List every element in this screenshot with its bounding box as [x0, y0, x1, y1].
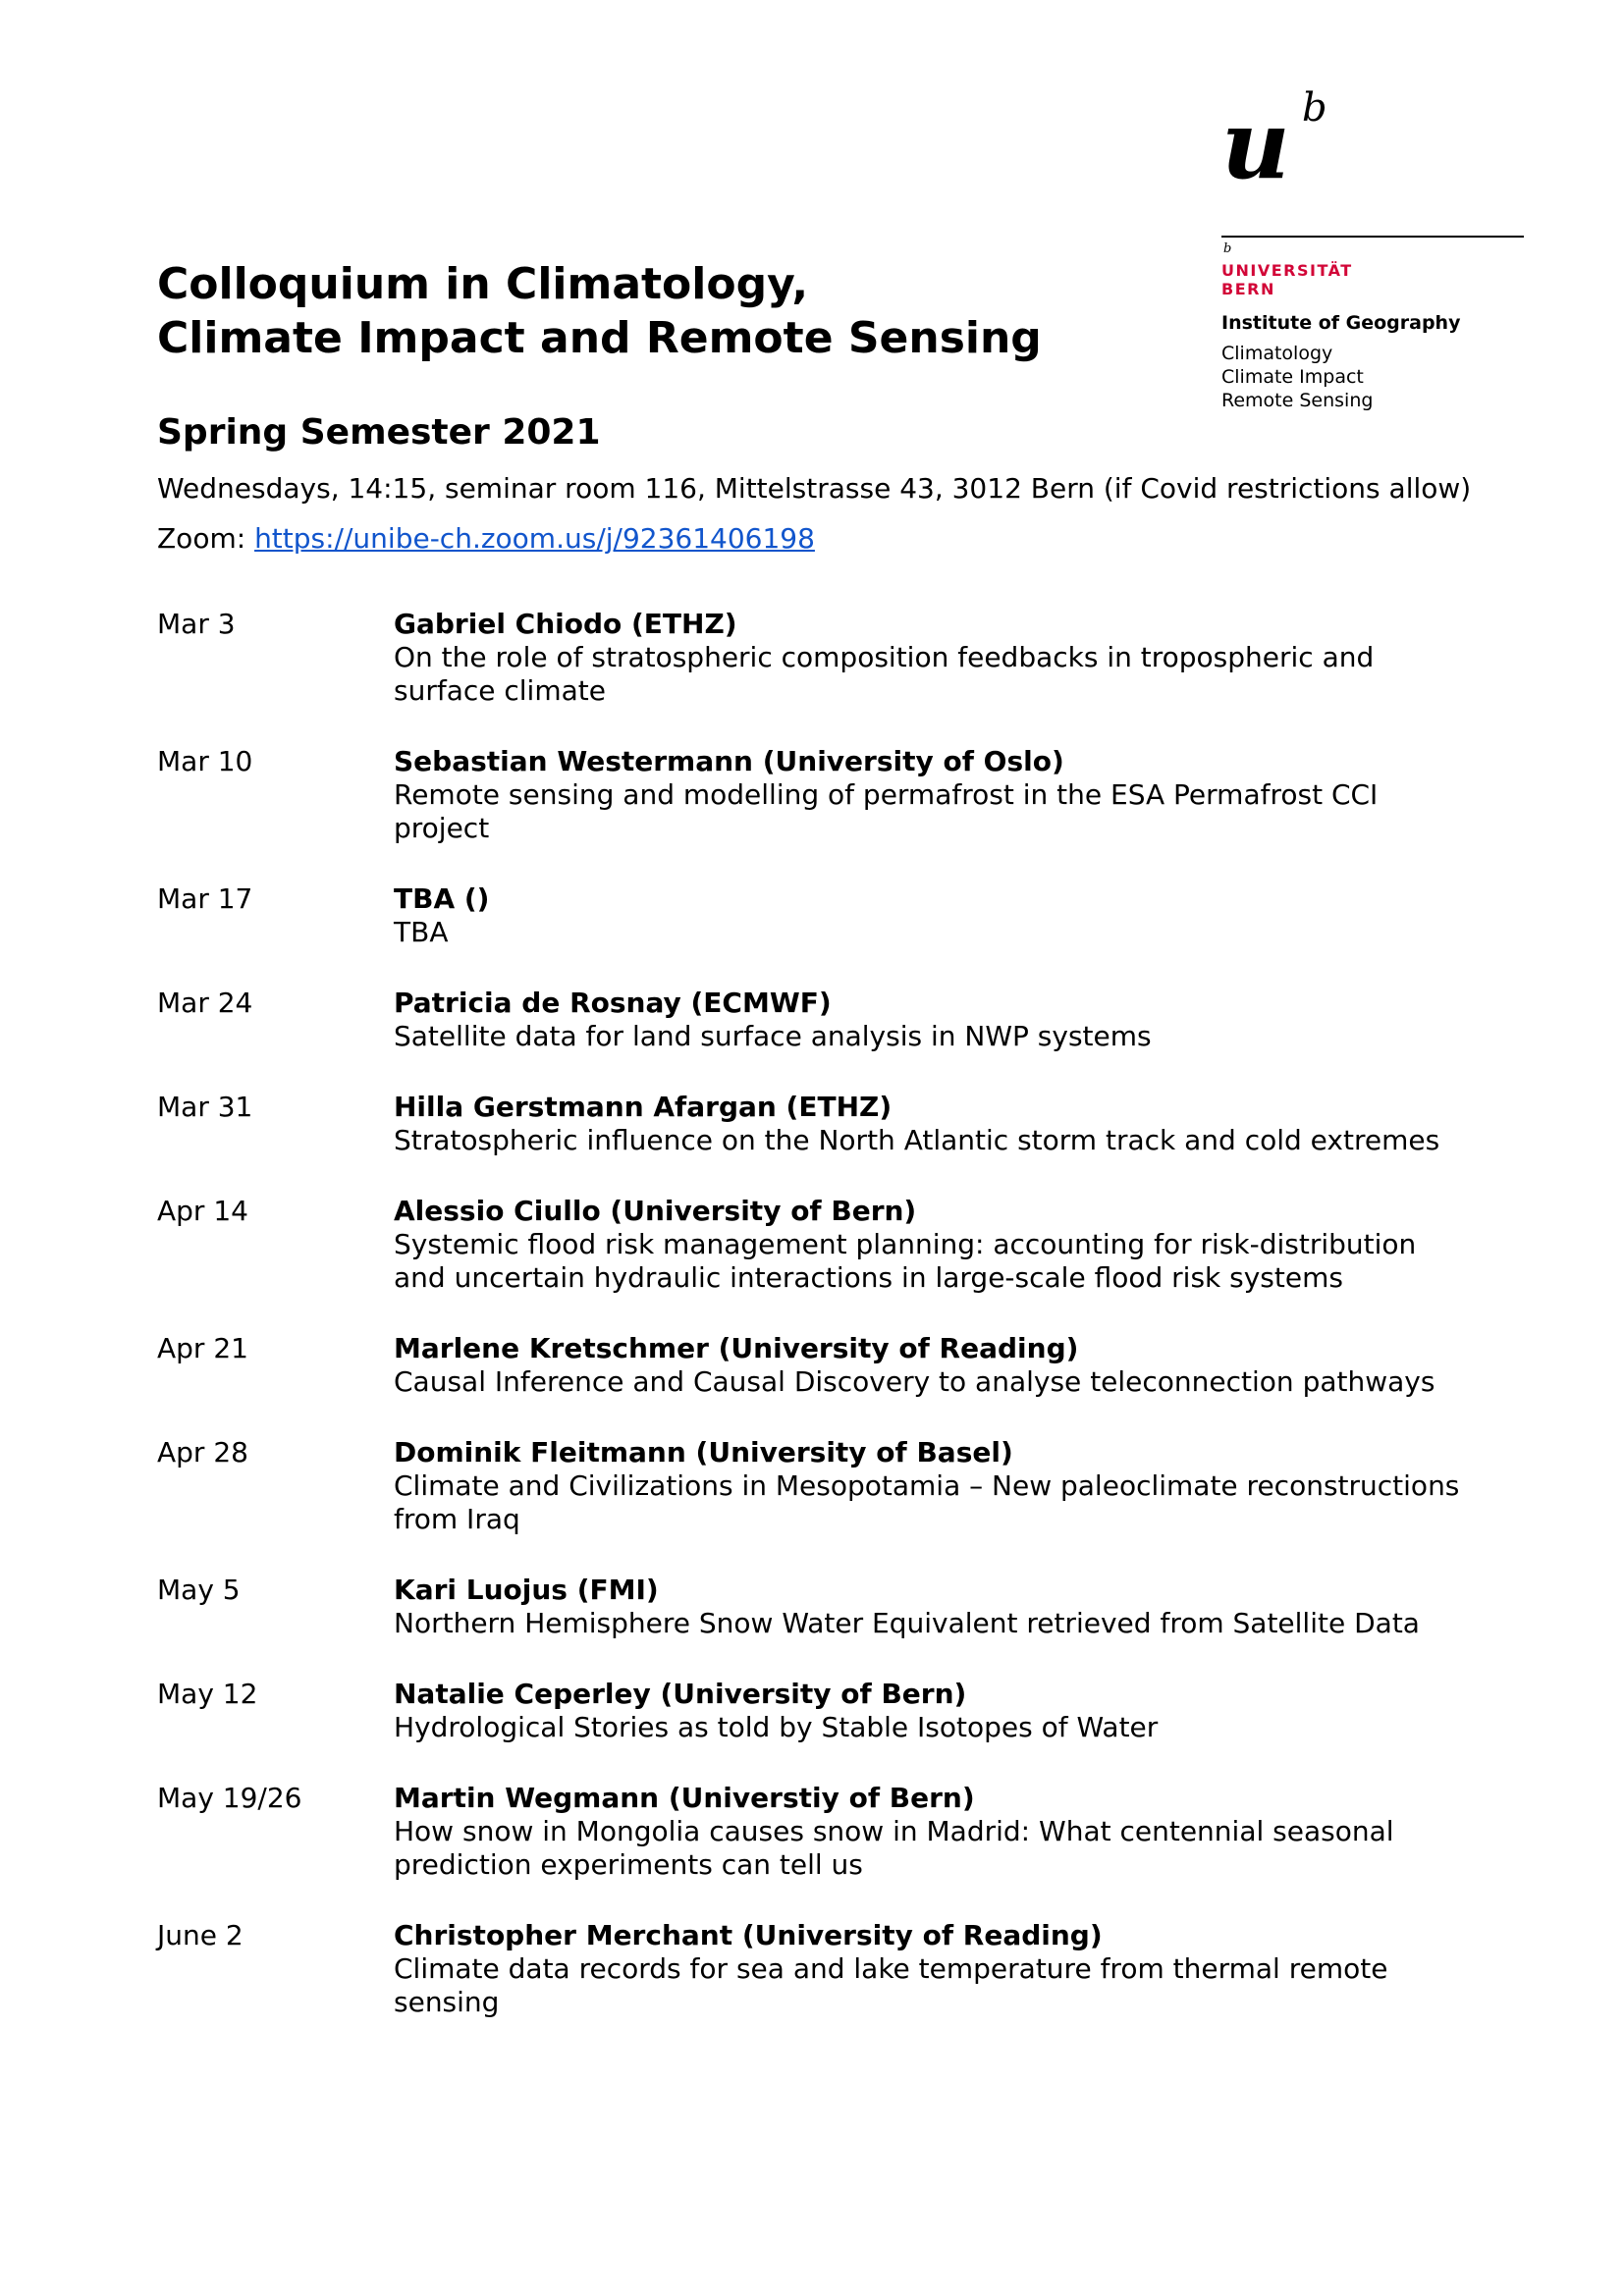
session-info [394, 744, 1473, 845]
session-info [394, 1331, 1473, 1399]
speaker-name: Sebastian Westermann (University of Oslo) [394, 745, 1064, 777]
schedule-list [157, 607, 1473, 2056]
session-info [394, 881, 1473, 949]
session-info [394, 1677, 1473, 1744]
session-date: Mar 24 [157, 987, 253, 1019]
session-info [394, 1435, 1473, 1536]
zoom-link[interactable]: https://unibe-ch.zoom.us/j/92361406198 [254, 522, 815, 555]
schedule-row [157, 1331, 1473, 1399]
talk-title: Northern Hemisphere Snow Water Equivalent retrieved from Satellite Data [394, 1607, 1420, 1639]
session-info [394, 1090, 1473, 1157]
university-name [1221, 261, 1353, 298]
department-item: Remote Sensing [1221, 390, 1374, 411]
schedule-row [157, 1090, 1473, 1157]
session-date: June 2 [157, 1919, 244, 1951]
talk-title: How snow in Mongolia causes snow in Madrid: What centennial seasonal prediction experiments can tell us [394, 1815, 1394, 1881]
session-date: May 5 [157, 1574, 241, 1606]
location-text: Wednesdays, 14:15, seminar room 116, Mittelstrasse 43, 3012 Bern (if Covid restrictions allow) [157, 472, 1472, 505]
schedule-row [157, 881, 1473, 949]
session-date: Mar 10 [157, 745, 253, 777]
talk-title: Climate data records for sea and lake temperature from thermal remote sensing [394, 1952, 1388, 2018]
talk-title: Remote sensing and modelling of permafrost in the ESA Permafrost CCI project [394, 778, 1379, 844]
schedule-row [157, 1918, 1473, 2019]
semester-heading: Spring Semester 2021 [157, 412, 601, 453]
session-info [394, 1781, 1473, 1882]
page-title [157, 257, 1042, 365]
zoom-line [157, 522, 815, 555]
speaker-name: Martin Wegmann (Universtiy of Bern) [394, 1782, 975, 1814]
schedule-row [157, 1194, 1473, 1295]
university-logo [1221, 85, 1526, 411]
speaker-name: Kari Luojus (FMI) [394, 1574, 659, 1606]
session-date: Mar 3 [157, 608, 236, 640]
university-name-line2: BERN [1221, 280, 1275, 298]
speaker-name: Natalie Ceperley (University of Bern) [394, 1678, 967, 1710]
title-line1: Colloquium in Climatology, [157, 259, 809, 309]
talk-title: Satellite data for land surface analysis in NWP systems [394, 1020, 1152, 1052]
speaker-name: Hilla Gerstmann Afargan (ETHZ) [394, 1091, 893, 1123]
speaker-name: TBA () [394, 882, 490, 915]
talk-title: TBA [394, 916, 449, 948]
schedule-row [157, 744, 1473, 845]
speaker-name: Christopher Merchant (University of Reading) [394, 1919, 1103, 1951]
speaker-name: Dominik Fleitmann (University of Basel) [394, 1436, 1013, 1468]
talk-title: Stratospheric influence on the North Atlantic storm track and cold extremes [394, 1124, 1440, 1156]
institute-name: Institute of Geography [1221, 312, 1461, 334]
session-date: May 19/26 [157, 1782, 302, 1814]
schedule-row [157, 1677, 1473, 1744]
session-date: Mar 17 [157, 882, 253, 915]
title-line2: Climate Impact and Remote Sensing [157, 313, 1042, 363]
speaker-name: Alessio Ciullo (University of Bern) [394, 1195, 917, 1227]
speaker-name: Marlene Kretschmer (University of Reading) [394, 1332, 1079, 1364]
department-list [1221, 342, 1373, 412]
schedule-row [157, 607, 1473, 708]
session-info [394, 986, 1473, 1053]
zoom-label: Zoom: [157, 522, 255, 555]
talk-title: Hydrological Stories as told by Stable Isotopes of Water [394, 1711, 1159, 1743]
logo-small-b: b [1223, 241, 1232, 256]
speaker-name: Gabriel Chiodo (ETHZ) [394, 608, 737, 640]
session-info [394, 1194, 1473, 1295]
schedule-row [157, 1781, 1473, 1882]
session-date: May 12 [157, 1678, 258, 1710]
talk-title: Causal Inference and Causal Discovery to analyse teleconnection pathways [394, 1365, 1435, 1398]
talk-title: On the role of stratospheric composition feedbacks in tropospheric and surface climate [394, 641, 1375, 707]
session-info [394, 1918, 1473, 2019]
session-date: Apr 21 [157, 1332, 248, 1364]
logo-divider [1221, 236, 1524, 238]
logo-b-glyph: b [1302, 85, 1327, 131]
logo-u-glyph: u [1221, 89, 1290, 200]
session-date: Apr 28 [157, 1436, 248, 1468]
department-item: Climate Impact [1221, 366, 1364, 388]
university-name-line1: UNIVERSITÄT [1221, 261, 1353, 280]
schedule-row [157, 986, 1473, 1053]
schedule-row [157, 1573, 1473, 1640]
session-info [394, 607, 1473, 708]
session-date: Mar 31 [157, 1091, 253, 1123]
talk-title: Climate and Civilizations in Mesopotamia – New paleoclimate reconstructions from Iraq [394, 1469, 1460, 1535]
department-item: Climatology [1221, 343, 1333, 364]
session-info [394, 1573, 1473, 1640]
talk-title: Systemic flood risk management planning: accounting for risk-distribution and uncertain hydraulic interactions in large-scale flood risk systems [394, 1228, 1417, 1294]
speaker-name: Patricia de Rosnay (ECMWF) [394, 987, 832, 1019]
session-date: Apr 14 [157, 1195, 248, 1227]
schedule-row [157, 1435, 1473, 1536]
logo-mark [1221, 85, 1526, 200]
